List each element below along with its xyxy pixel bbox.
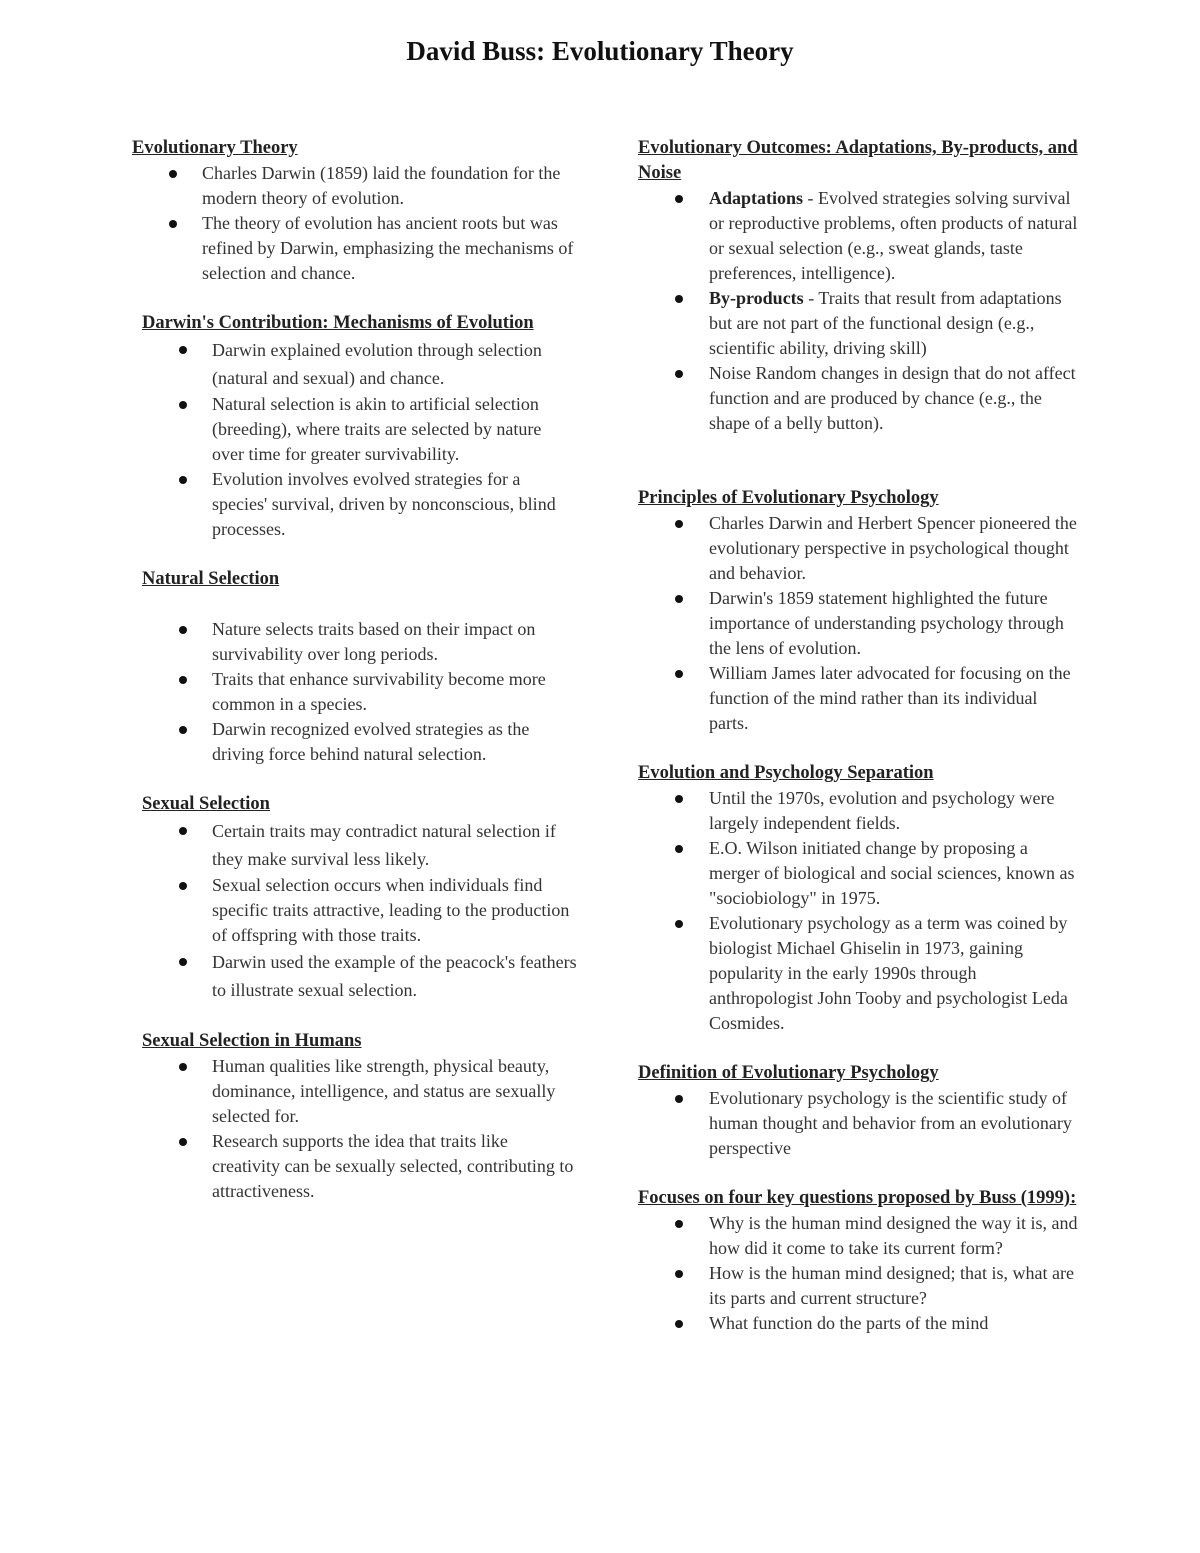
section-darwins-contribution (132, 311, 577, 542)
section-heading: Evolutionary Outcomes: Adaptations, By-products, and Noise (638, 138, 1078, 183)
term-label: By-products (709, 288, 804, 308)
list-item: Research supports the idea that traits like creativity can be sexually selected, contributing to attractiveness. (142, 1129, 577, 1204)
list-item: Darwin recognized evolved strategies as the driving force behind natural selection. (142, 717, 577, 767)
list-item (638, 361, 1078, 436)
term-text: - Traits that result from adaptations but are not part of the functional design (e.g., scientific ability, driving skill) (709, 288, 1062, 358)
bullet-list (638, 186, 1078, 436)
section-evolutionary-outcomes (638, 136, 1078, 436)
section-four-questions (638, 1186, 1078, 1336)
list-item: Why is the human mind designed the way it is, and how did it come to take its current form? (638, 1211, 1078, 1261)
section-heading: Principles of Evolutionary Psychology (638, 488, 939, 508)
bullet-list (142, 817, 577, 873)
list-item: Darwin used the example of the peacock's feathers to illustrate sexual selection. (142, 948, 577, 1004)
section-natural-selection (132, 567, 577, 767)
list-item: Until the 1970s, evolution and psychology were largely independent fields. (638, 786, 1078, 836)
section-heading: Definition of Evolutionary Psychology (638, 1063, 939, 1083)
list-item: What function do the parts of the mind (638, 1311, 1078, 1336)
bullet-list (638, 511, 1078, 736)
bullet-list (142, 392, 577, 542)
section-separation (638, 761, 1078, 1036)
section-heading: Evolutionary Theory (132, 138, 298, 158)
list-item: Evolution involves evolved strategies for a species' survival, driven by nonconscious, blind processes. (142, 467, 577, 542)
list-item: Traits that enhance survivability become more common in a species. (142, 667, 577, 717)
section-heading: Sexual Selection (142, 794, 270, 814)
section-heading: Evolution and Psychology Separation (638, 763, 934, 783)
list-item: The theory of evolution has ancient roots but was refined by Darwin, emphasizing the mechanisms of selection and chance. (132, 211, 577, 286)
list-item: Charles Darwin and Herbert Spencer pioneered the evolutionary perspective in psychological thought and behavior. (638, 511, 1078, 586)
bullet-list (638, 786, 1078, 1036)
bullet-list (142, 948, 577, 1004)
section-principles (638, 486, 1078, 736)
section-heading: Darwin's Contribution: Mechanisms of Evolution (142, 313, 534, 333)
list-item (638, 186, 1078, 286)
section-heading: Sexual Selection in Humans (142, 1031, 362, 1051)
section-evolutionary-theory (132, 136, 577, 286)
list-item: Natural selection is akin to artificial selection (breeding), where traits are selected by nature over time for greater survivability. (142, 392, 577, 467)
bullet-list (142, 873, 577, 948)
list-item: How is the human mind designed; that is, what are its parts and current structure? (638, 1261, 1078, 1311)
section-heading: Natural Selection (142, 569, 280, 589)
term-label: Adaptations (709, 188, 804, 208)
list-item: Human qualities like strength, physical beauty, dominance, intelligence, and status are sexually selected for. (142, 1054, 577, 1129)
term-text: - Evolved strategies solving survival or reproductive problems, often products of natural or sexual selection (e.g., sweat glands, taste preferences, intelligence). (709, 188, 1078, 283)
section-definition (638, 1061, 1078, 1161)
bullet-list (638, 1086, 1078, 1161)
page-title: David Buss: Evolutionary Theory (406, 36, 794, 66)
list-item: E.O. Wilson initiated change by proposing a merger of biological and social sciences, known as "sociobiology" in 1975. (638, 836, 1078, 911)
left-column (132, 136, 577, 1204)
list-item: Certain traits may contradict natural selection if they make survival less likely. (142, 817, 577, 873)
bullet-list (132, 161, 577, 286)
right-column (638, 136, 1078, 1336)
list-item: Charles Darwin (1859) laid the foundation for the modern theory of evolution. (132, 161, 577, 211)
bullet-list (142, 617, 577, 767)
section-sexual-selection-humans (132, 1029, 577, 1204)
list-item: William James later advocated for focusing on the function of the mind rather than its individual parts. (638, 661, 1078, 736)
term-text: Noise Random changes in design that do not affect function and are produced by chance (e.g., the shape of a belly button). (709, 363, 1076, 433)
bullet-list (638, 1211, 1078, 1336)
list-item: Darwin explained evolution through selection (natural and sexual) and chance. (142, 336, 577, 392)
list-item: Sexual selection occurs when individuals find specific traits attractive, leading to the production of offspring with those traits. (142, 873, 577, 948)
list-item: Evolutionary psychology is the scientific study of human thought and behavior from an evolutionary perspective (638, 1086, 1078, 1161)
bullet-list (142, 1054, 577, 1204)
list-item: Darwin's 1859 statement highlighted the future importance of understanding psychology through the lens of evolution. (638, 586, 1078, 661)
list-item: Evolutionary psychology as a term was coined by biologist Michael Ghiselin in 1973, gaining popularity in the early 1990s through anthropologist John Tooby and psychologist Leda Cosmides. (638, 911, 1078, 1036)
bullet-list (142, 336, 577, 392)
section-heading: Focuses on four key questions proposed by Buss (1999): (638, 1188, 1077, 1208)
list-item (638, 286, 1078, 361)
section-sexual-selection (132, 792, 577, 1004)
list-item: Nature selects traits based on their impact on survivability over long periods. (142, 617, 577, 667)
